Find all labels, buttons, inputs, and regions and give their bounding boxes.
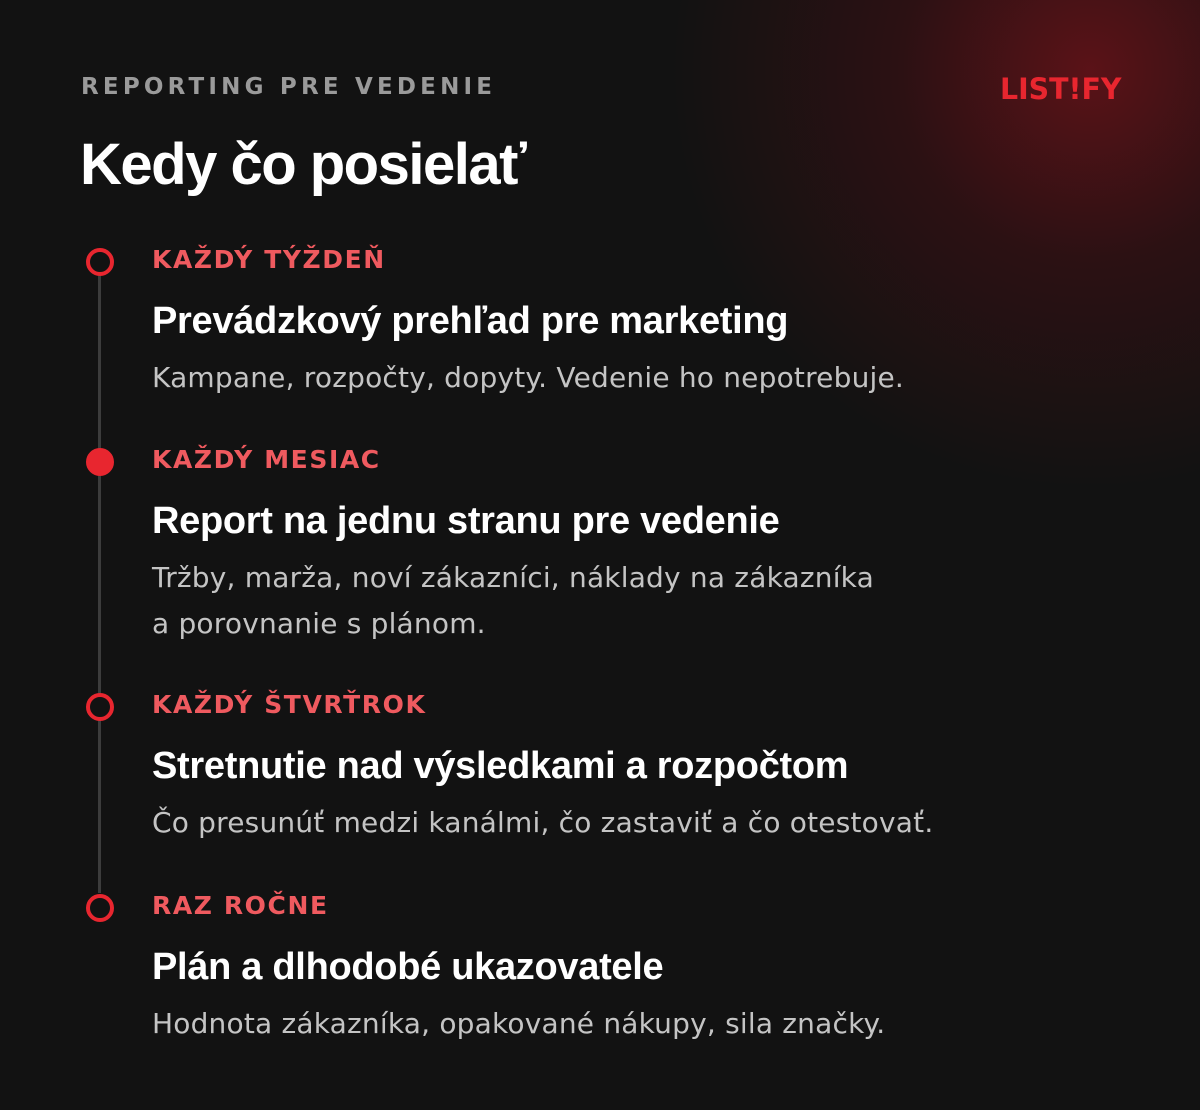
timeline-node-monthly	[86, 448, 114, 476]
step-quarterly	[152, 690, 1152, 846]
step-yearly	[152, 891, 1152, 1047]
step-title: Plán a dlhodobé ukazovatele	[152, 946, 664, 988]
step-frequency: KAŽDÝ MESIAC	[152, 445, 381, 474]
timeline-line	[98, 275, 101, 893]
step-description	[152, 555, 1152, 647]
step-title: Prevádzkový prehľad pre marketing	[152, 300, 789, 342]
step-frequency: KAŽDÝ ŠTVRŤROK	[152, 690, 427, 719]
timeline-node-weekly	[86, 248, 114, 276]
step-frequency: KAŽDÝ TÝŽDEŇ	[152, 245, 386, 274]
step-description: Čo presunúť medzi kanálmi, čo zastaviť a čo otestovať.	[152, 806, 934, 839]
step-monthly	[152, 445, 1152, 647]
page-title: Kedy čo posielať	[80, 132, 526, 197]
step-description: Kampane, rozpočty, dopyty. Vedenie ho nepotrebuje.	[152, 361, 905, 394]
step-title: Stretnutie nad výsledkami a rozpočtom	[152, 745, 849, 787]
step-title: Report na jednu stranu pre vedenie	[152, 500, 780, 542]
eyebrow-label: REPORTING PRE VEDENIE	[81, 74, 497, 100]
step-description: Hodnota zákazníka, opakované nákupy, sila značky.	[152, 1007, 886, 1040]
step-description-line: a porovnanie s plánom.	[152, 607, 486, 640]
timeline-node-yearly	[86, 894, 114, 922]
step-frequency: RAZ ROČNE	[152, 891, 329, 920]
step-weekly	[152, 245, 1152, 401]
brand-logo: LIST!FY	[1000, 72, 1122, 106]
step-description-line: Tržby, marža, noví zákazníci, náklady na zákazníka	[152, 561, 874, 594]
timeline-node-quarterly	[86, 693, 114, 721]
